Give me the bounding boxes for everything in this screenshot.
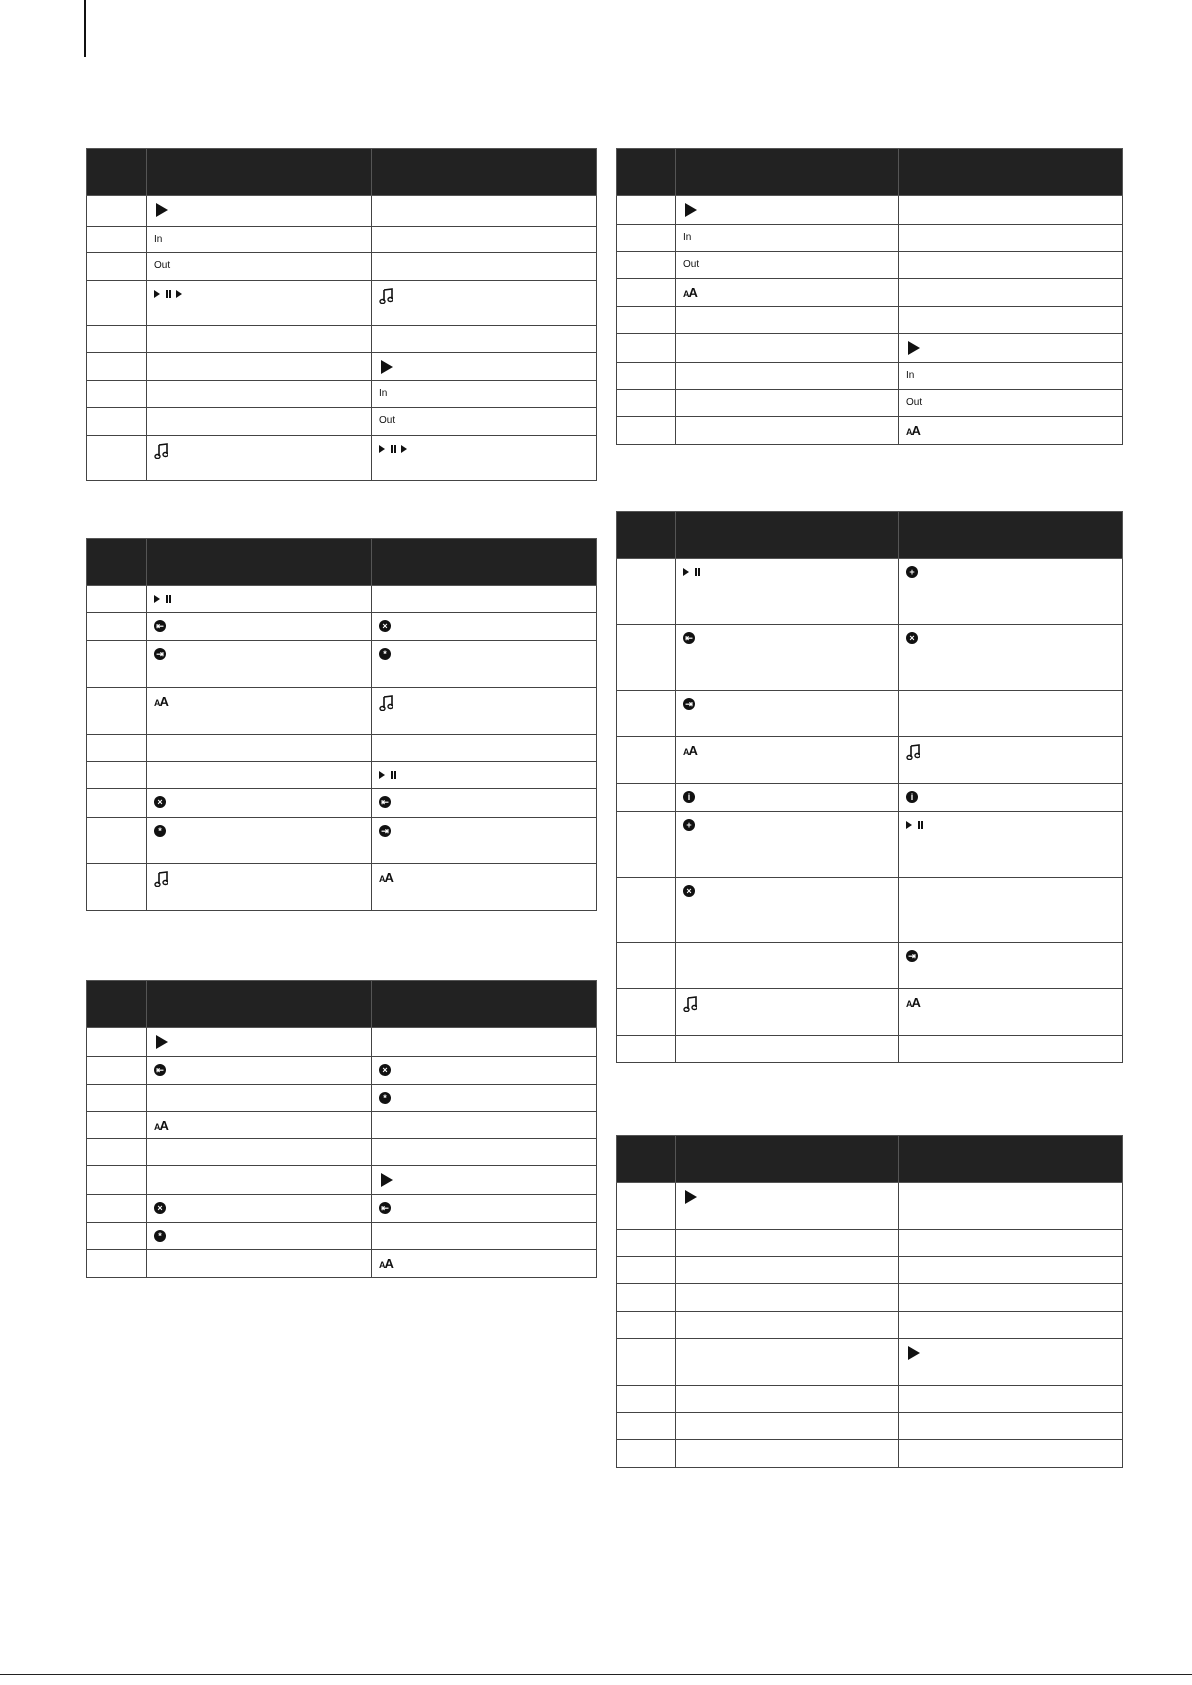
music-note-icon [154,871,168,887]
out-label: Out [683,259,700,270]
key-table-3 [86,980,597,1278]
play-icon [908,1346,920,1360]
table-row [617,1284,1123,1312]
music-note-icon [906,744,920,760]
cross-circle-icon: × [379,620,391,632]
key-table-6 [616,1135,1123,1468]
table-row [617,878,1123,943]
plus-circle-icon: + [906,566,918,578]
music-note-icon [379,695,393,711]
table-row [617,1230,1123,1257]
table-row [87,326,597,353]
next-circle-icon: ⇥ [906,950,918,962]
table-row [87,688,597,735]
table-row [87,641,597,688]
out-label: Out [906,397,923,408]
footer-rule [0,1674,1192,1675]
font-size-icon: AA [683,743,697,758]
next-circle-icon: ⇥ [683,698,695,710]
table-row [87,196,597,227]
table-row [617,1413,1123,1440]
music-note-icon [154,443,168,459]
table-header [87,149,597,196]
header-cell [372,149,597,196]
table-row [617,334,1123,363]
table-row [87,381,597,408]
table-row [617,307,1123,334]
table-row [617,1257,1123,1284]
table-row [617,625,1123,691]
table-row [617,252,1123,279]
table-row [617,390,1123,417]
margin-line [84,0,86,57]
table-row [87,227,597,253]
table-row [617,784,1123,812]
cross-circle-icon: × [154,796,166,808]
previous-circle-icon: ⇤ [379,796,391,808]
play-icon [381,1173,393,1187]
music-note-icon [379,288,393,304]
previous-circle-icon: ⇤ [154,1064,166,1076]
table-row [87,1250,597,1278]
font-size-icon: AA [379,870,393,885]
table-row [617,196,1123,225]
header-cell [147,149,372,196]
font-size-icon: AA [154,1118,168,1133]
table-row [617,691,1123,737]
in-label: In [906,370,915,381]
play-pause-icon [379,762,596,781]
table-row [87,586,597,613]
asterisk-circle-icon: * [379,1092,391,1104]
key-table-1 [86,148,597,481]
key-table-4 [616,148,1123,445]
table-row [87,762,597,789]
out-label: Out [379,415,396,426]
play-pause-icon [154,586,371,605]
table-row [87,1085,597,1112]
table-row [617,559,1123,625]
font-size-icon: AA [683,285,697,300]
table-header [617,1136,1123,1183]
table-row [87,1028,597,1057]
table-row [87,1166,597,1195]
cross-circle-icon: × [379,1064,391,1076]
table-row [87,1057,597,1085]
cross-circle-icon: × [154,1202,166,1214]
previous-circle-icon: ⇤ [154,620,166,632]
key-table-2 [86,538,597,911]
next-circle-icon: ⇥ [379,825,391,837]
header-cell [87,149,147,196]
table-row [87,1112,597,1139]
table-row [617,1312,1123,1339]
table-row [87,864,597,911]
key-table-5 [616,511,1123,1063]
plus-circle-icon: + [683,819,695,831]
play-pause-special-icon [379,436,596,455]
table-header [87,981,597,1028]
out-label: Out [154,260,171,271]
table-row [87,436,597,481]
table-row [87,353,597,381]
info-circle-icon: i [906,791,918,803]
play-icon [156,203,168,217]
asterisk-circle-icon: * [379,648,391,660]
next-circle-icon: ⇥ [154,648,166,660]
table-header [617,149,1123,196]
table-row [617,1339,1123,1386]
play-icon [908,341,920,355]
table-row [87,1195,597,1223]
font-size-icon: AA [906,995,920,1010]
table-row [617,417,1123,445]
table-header [617,512,1123,559]
table-row [617,943,1123,989]
previous-circle-icon: ⇤ [683,632,695,644]
info-circle-icon: i [683,791,695,803]
table-row [617,1440,1123,1468]
previous-circle-icon: ⇤ [379,1202,391,1214]
table-row [87,1139,597,1166]
font-size-icon: AA [379,1256,393,1271]
table-row [87,253,597,281]
asterisk-circle-icon: * [154,1230,166,1242]
play-icon [685,203,697,217]
table-row [87,281,597,326]
in-label: In [379,388,388,399]
table-row [87,789,597,818]
table-row [87,408,597,436]
play-icon [685,1190,697,1204]
in-label: In [683,232,692,243]
asterisk-circle-icon: * [154,825,166,837]
table-row [87,818,597,864]
table-row [87,613,597,641]
table-row [617,737,1123,784]
table-row [617,1183,1123,1230]
table-row [617,1036,1123,1063]
font-size-icon: AA [906,423,920,438]
table-row [617,989,1123,1036]
table-row [617,363,1123,390]
play-pause-icon [906,812,1122,831]
table-row [617,812,1123,878]
play-icon [381,360,393,374]
table-header [87,539,597,586]
table-row [617,225,1123,252]
cross-circle-icon: × [683,885,695,897]
table-row [87,735,597,762]
table-row [617,1386,1123,1413]
table-row [87,1223,597,1250]
cross-circle-icon: × [906,632,918,644]
table-row [617,279,1123,307]
play-pause-special-icon [154,281,371,300]
music-note-icon [683,996,697,1012]
in-label: In [154,234,163,245]
font-size-icon: AA [154,694,168,709]
play-pause-icon [683,559,898,578]
play-icon [156,1035,168,1049]
